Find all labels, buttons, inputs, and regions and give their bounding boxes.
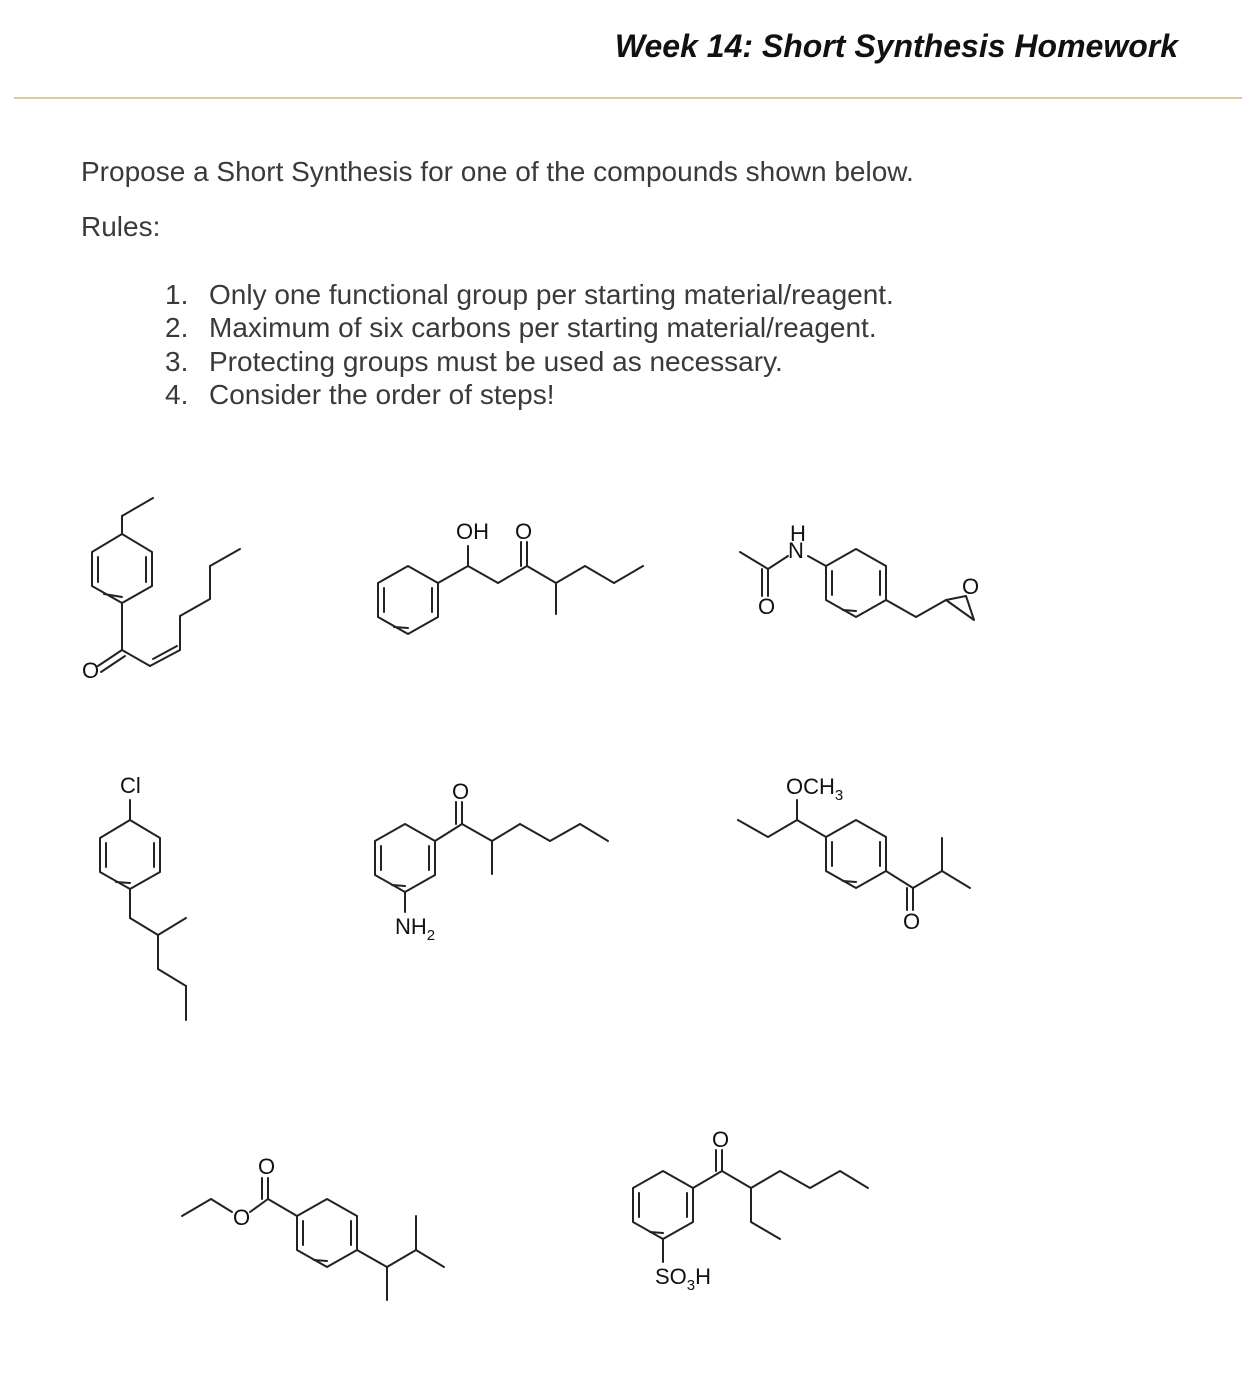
rules-label: Rules: <box>81 211 161 242</box>
rule-number: 4. <box>165 378 189 410</box>
rule-number: 1. <box>165 279 189 310</box>
benzene-ring <box>92 534 152 603</box>
nitrogen-label: N <box>788 538 804 563</box>
benzene-ring <box>633 1171 693 1239</box>
compound-4-structure <box>100 773 186 1020</box>
compound-8-structure <box>633 1127 868 1294</box>
compound-2-structure <box>378 519 643 634</box>
oxygen-label: O <box>903 909 921 934</box>
methoxy-label: $OCH_3$ <box>786 774 844 804</box>
epoxide-oxygen-label: O <box>962 574 980 599</box>
compound-3-structure <box>740 521 979 620</box>
benzene-ring <box>375 824 435 892</box>
compound-5-structure <box>375 779 608 944</box>
page-title: Week 14: Short Synthesis Homework <box>614 28 1178 64</box>
epoxide-ring <box>946 596 974 620</box>
benzene-ring <box>826 820 886 888</box>
rule-text: Consider the order of steps! <box>209 378 555 410</box>
rule-text: Maximum of six carbons per starting material/reagent. <box>209 312 877 344</box>
rule-number: 3. <box>165 345 189 377</box>
oxygen-label: O <box>758 594 776 619</box>
compound-1-structure <box>82 498 240 683</box>
rule-number: 2. <box>165 312 189 344</box>
hydroxyl-label: OH <box>456 519 489 544</box>
chlorine-label: Cl <box>120 773 141 798</box>
instruction-prompt: Propose a Short Synthesis for one of the compounds shown below. <box>81 156 914 187</box>
ester-oxygen-label: O <box>233 1205 251 1230</box>
compound-7-structure <box>182 1154 444 1300</box>
amine-label: $NH_2$ <box>395 914 436 944</box>
oxygen-label: O <box>515 519 533 544</box>
oxygen-label: O <box>452 779 470 804</box>
sulfonic-acid-label: $SO_3H$ <box>655 1264 712 1294</box>
benzene-ring <box>100 820 160 889</box>
carbonyl-oxygen-label: O <box>258 1154 276 1179</box>
oxygen-label: O <box>712 1127 730 1152</box>
rule-text: Protecting groups must be used as necessary. <box>209 345 783 377</box>
benzene-ring <box>826 549 886 617</box>
benzene-ring <box>378 566 438 634</box>
hydrogen-label: H <box>790 521 806 546</box>
benzene-ring <box>297 1199 357 1267</box>
oxygen-label: O <box>82 658 100 683</box>
rule-text: Only one functional group per starting material/reagent. <box>209 279 894 310</box>
compound-6-structure <box>738 774 970 934</box>
